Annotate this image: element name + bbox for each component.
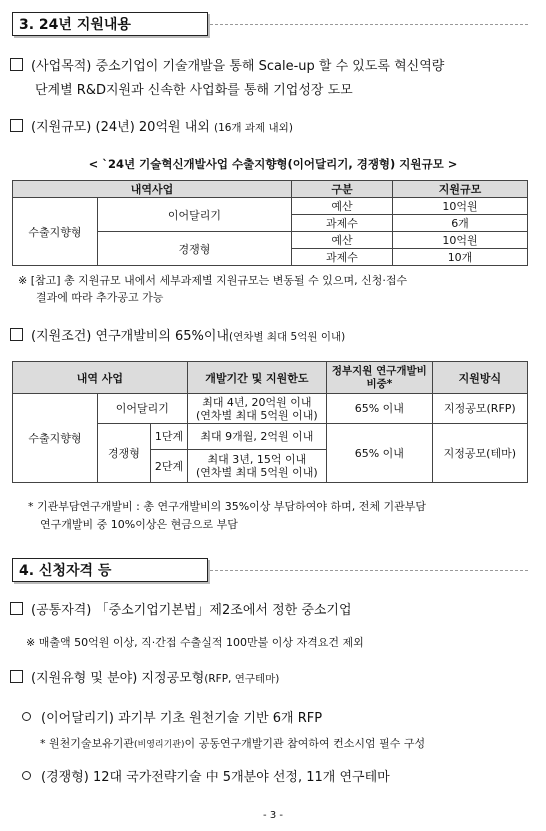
note-reference: ※ [참고] 총 지원규모 내에서 세부과제별 지원규모는 변동될 수 있으며, 신청·접수 [18,274,408,287]
bullet-competition: (경쟁형) 12대 국가전략기술 中 5개분야 선정, 11개 연구테마 [22,766,390,785]
note-eligibility: ※ 매출액 50억원 이상, 직·간접 수출실적 100만불 이상 자격요건 제외 [26,636,364,649]
note-reference-line2: 결과에 따라 추가공고 가능 [36,291,164,304]
conditions-paragraph: (지원조건) 연구개발비의 65%이내(연차별 최대 5억원 이내) [10,326,345,348]
header-program: 내역 사업 [13,362,188,394]
note-cost-share: * 기관부담연구개발비 : 총 연구개발비의 35%이상 부담하여야 하며, 전체 기관부담 [28,500,427,513]
section-4-title: 4. 신청자격 등 [12,558,208,582]
checkbox-square-icon [10,119,23,132]
bullet-relay: (이어달리기) 과기부 기초 원천기술 기반 6개 RFP [22,707,322,726]
scale-paragraph: (지원규모) (24년) 20억원 내외 (16개 과제 내외) [10,117,293,139]
header-period: 개발기간 및 지원한도 [187,362,326,394]
table1-caption: < `24년 기술혁신개발사업 수출지향형(이어달리기, 경쟁형) 지원규모 > [88,157,458,171]
divider [210,24,528,25]
checkbox-square-icon [10,58,23,71]
note-consortium: * 원천기술보유기관(비영리기관)이 공동연구개발기관 참여하여 컨소시엄 필수 구성 [40,737,426,750]
program-cell: 경쟁형 [98,232,292,266]
checkbox-square-icon [10,328,23,341]
header-program: 내역사업 [13,181,292,198]
checkbox-square-icon [10,670,23,683]
support-scale-table: 내역사업 구분 지원규모 수출지향형 이어달리기 예산 10억원 과제수 6개 경쟁형 예산 10억원 과제수 10개 [12,180,528,266]
group-cell: 수출지향형 [13,394,98,483]
eligibility-paragraph: (공통자격) 「중소기업기본법」제2조에서 정한 중소기업 [10,600,352,622]
type-paragraph: (지원유형 및 분야) 지정공모형(RFP, 연구테마) [10,668,279,690]
purpose-paragraph: (사업목적) 중소기업이 기술개발을 통해 Scale-up 할 수 있도록 혁신역량 [10,56,444,78]
program-cell: 이어달리기 [98,198,292,232]
page-number: - 3 - [263,810,283,821]
divider [210,570,528,571]
checkbox-square-icon [10,602,23,615]
circle-bullet-icon [22,712,31,721]
purpose-line2: 단계별 R&D지원과 신속한 사업화를 통해 기업성장 도모 [35,83,353,98]
section-3-title: 3. 24년 지원내용 [12,12,208,36]
header-method: 지원방식 [432,362,527,394]
note-cost-share-line2: 연구개발비 중 10%이상은 현금으로 부담 [40,518,238,531]
header-scale: 지원규모 [393,181,528,198]
program-cell: 이어달리기 [97,394,187,424]
group-cell: 수출지향형 [13,198,98,266]
program-cell: 경쟁형 [97,424,150,483]
header-ratio: 정부지원 연구개발비 비중* [326,362,432,394]
conditions-table: 내역 사업 개발기간 및 지원한도 정부지원 연구개발비 비중* 지원방식 수출지향형 이어달리기 최대 4년, 20억원 이내 (연차별 최대 5억원 이내) 65% 이내 지정공모(RFP) 경쟁형 1단계 최대 9개월, 2억원 이내 65% 이내 지정공모(테마) 2단계 최대 3년, 15억 이내 (연차별 최대 5억원 이내) [12,361,528,483]
circle-bullet-icon [22,771,31,780]
header-type: 구분 [292,181,393,198]
